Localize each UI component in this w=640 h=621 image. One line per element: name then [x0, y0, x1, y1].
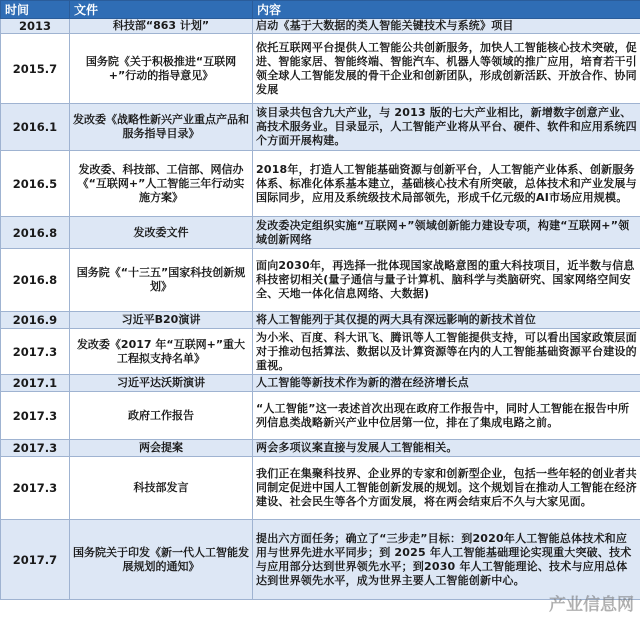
table-row — [1, 151, 640, 217]
cell-doc: 科技部发言 — [70, 457, 253, 520]
table-row — [1, 19, 640, 34]
cell-doc: 习近平达沃斯演讲 — [70, 375, 253, 392]
cell-time: 2017.3 — [1, 457, 70, 520]
cell-doc: 习近平B20演讲 — [70, 312, 253, 329]
table-header — [1, 1, 640, 19]
cell-time: 2017.7 — [1, 520, 70, 600]
cell-content: 依托互联网平台提供人工智能公共创新服务，加快人工智能核心技术突破，促进、智能家居、智能终端、智能汽车、机器人等领域的推广应用，培育若干引领全球人工智能发展的骨干企业和创新团队，形成创新活跃、开放合作、协同发展 — [253, 34, 640, 104]
cell-content: 2018年，打造人工智能基础资源与创新平台，人工智能产业体系、创新服务体系、标准化体系基本建立，基础核心技术有所突破，总体技术和产业发展与国际同步，应用及系统级技术局部领先，形成千亿元级的AI市场应用规模。 — [253, 151, 640, 217]
header-doc: 文件 — [70, 1, 253, 19]
cell-time: 2016.9 — [1, 312, 70, 329]
cell-doc: 国务院《“十三五”国家科技创新规划》 — [70, 249, 253, 312]
table-body — [1, 19, 640, 600]
table-row — [1, 329, 640, 375]
cell-content: 为小米、百度、科大讯飞、腾讯等人工智能提供支持，可以看出国家政策层面对于推动包括算法、数据以及计算资源等在内的人工智能基础资源平台建设的重视。 — [253, 329, 640, 375]
cell-doc: 政府工作报告 — [70, 392, 253, 440]
cell-doc: 科技部“863 计划” — [70, 19, 253, 34]
cell-time: 2015.7 — [1, 34, 70, 104]
cell-content: 提出六方面任务；确立了“三步走”目标：到2020年人工智能总体技术和应用与世界先进水平同步；到 2025 年人工智能基础理论实现重大突破、技术与应用部分达到世界领先水平；到2030 年人工智能理论、技术与应用总体达到世界领先水平，成为世界主要人工智能创新中心。 — [253, 520, 640, 600]
cell-time: 2017.3 — [1, 329, 70, 375]
cell-content: 面向2030年，再选择一批体现国家战略意图的重大科技项目，近半数与信息科技密切相关(量子通信与量子计算机、脑科学与类脑研究、国家网络空间安全、天地一体化信息网络、大数据) — [253, 249, 640, 312]
cell-content: 发改委决定组织实施“互联网+”领域创新能力建设专项，构建“互联网+”领域创新网络 — [253, 217, 640, 249]
cell-content: 将人工智能列于其仅提的两大具有深远影响的新技术首位 — [253, 312, 640, 329]
cell-doc: 发改委文件 — [70, 217, 253, 249]
cell-time: 2017.3 — [1, 440, 70, 457]
cell-time: 2017.3 — [1, 392, 70, 440]
cell-content: 我们正在集聚科技界、企业界的专家和创新型企业，包括一些年轻的创业者共同制定促进中国人工智能创新发展的规划。这个规划旨在推动人工智能在经济建设、社会民生等各个方面发展，将在两会结束后不久与大家见面。 — [253, 457, 640, 520]
cell-doc: 国务院《关于积极推进“互联网+”行动的指导意见》 — [70, 34, 253, 104]
cell-doc: 发改委《战略性新兴产业重点产品和服务指导目录》 — [70, 104, 253, 151]
table-row — [1, 34, 640, 104]
cell-time: 2016.8 — [1, 217, 70, 249]
cell-content: 该目录共包含九大产业，与 2013 版的七大产业相比，新增数字创意产业、高技术服务业。目录显示，人工智能产业将从平台、硬件、软件和应用系统四个方面开展构建。 — [253, 104, 640, 151]
table-row — [1, 312, 640, 329]
cell-time: 2017.1 — [1, 375, 70, 392]
cell-doc: 两会提案 — [70, 440, 253, 457]
header-content: 内容 — [253, 1, 640, 19]
table-row — [1, 375, 640, 392]
table-row — [1, 217, 640, 249]
cell-time: 2016.5 — [1, 151, 70, 217]
header-time: 时间 — [1, 1, 70, 19]
cell-time: 2016.8 — [1, 249, 70, 312]
cell-time: 2016.1 — [1, 104, 70, 151]
watermark: 产业信息网 — [549, 595, 634, 615]
table-row — [1, 104, 640, 151]
table-row — [1, 249, 640, 312]
header-row — [1, 1, 640, 19]
cell-doc: 发改委《2017 年“互联网+”重大工程拟支持名单》 — [70, 329, 253, 375]
table-row — [1, 520, 640, 600]
table-row — [1, 440, 640, 457]
cell-content: 启动《基于大数据的类人智能关键技术与系统》项目 — [253, 19, 640, 34]
cell-time: 2013 — [1, 19, 70, 34]
table-row — [1, 392, 640, 440]
cell-content: 人工智能等新技术作为新的潜在经济增长点 — [253, 375, 640, 392]
cell-content: “人工智能”这一表述首次出现在政府工作报告中，同时人工智能在报告中所列信息类战略新兴产业中位居第一位，排在了集成电路之前。 — [253, 392, 640, 440]
cell-doc: 国务院关于印发《新一代人工智能发展规划的通知》 — [70, 520, 253, 600]
table-row — [1, 457, 640, 520]
cell-doc: 发改委、科技部、工信部、网信办《“互联网+”人工智能三年行动实施方案》 — [70, 151, 253, 217]
cell-content: 两会多项议案直接与发展人工智能相关。 — [253, 440, 640, 457]
